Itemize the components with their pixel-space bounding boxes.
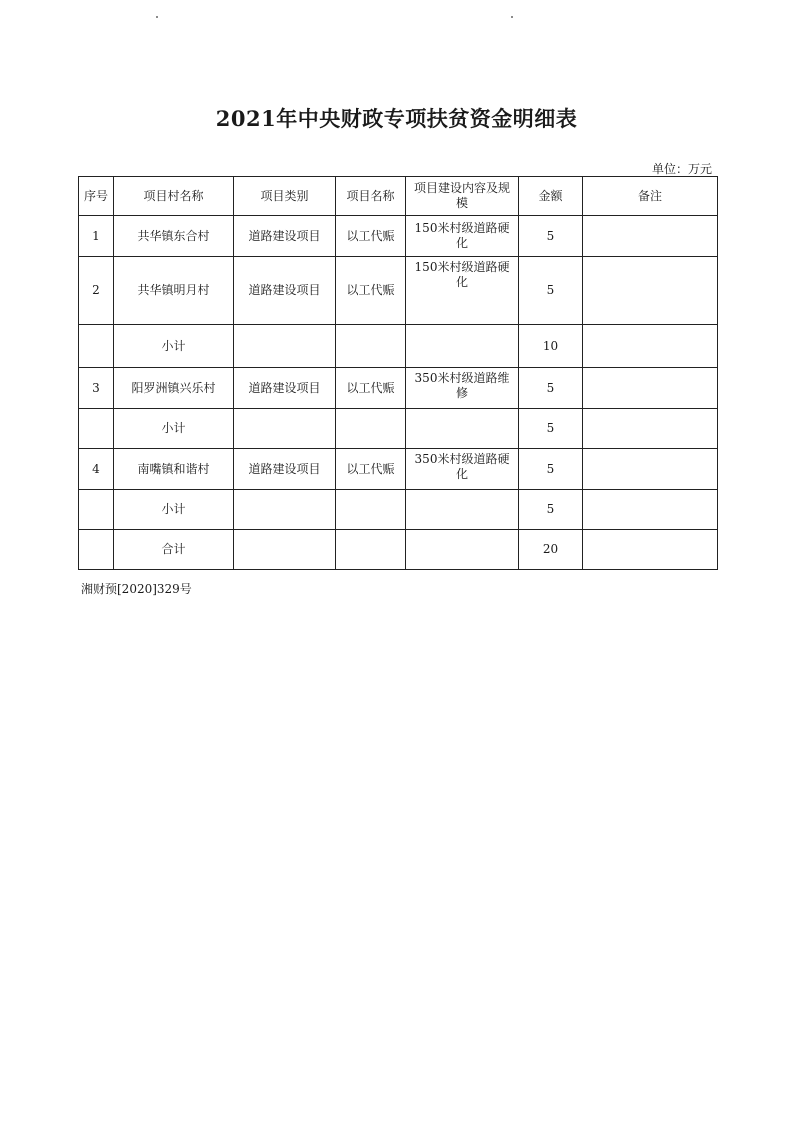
row-category: 道路建设项目 bbox=[234, 449, 336, 490]
row-no bbox=[79, 409, 114, 449]
row-village: 共华镇东合村 bbox=[114, 216, 234, 257]
table-header-row bbox=[79, 177, 718, 216]
row-note bbox=[583, 490, 718, 530]
row-content: 150米村级道路硬化 bbox=[406, 216, 519, 257]
row-no bbox=[79, 490, 114, 530]
document-reference: 湘财预[2020]329号 bbox=[81, 582, 192, 596]
row-project-name: 以工代赈 bbox=[336, 216, 406, 257]
header-cell: 备注 bbox=[583, 177, 718, 216]
row-project-name bbox=[336, 490, 406, 530]
row-no: 4 bbox=[79, 449, 114, 490]
page-title: 2021年中央财政专项扶贫资金明细表 bbox=[215, 106, 578, 131]
row-category: 道路建设项目 bbox=[234, 257, 336, 325]
header-cell: 项目类别 bbox=[234, 177, 336, 216]
row-amount: 5 bbox=[519, 368, 583, 409]
row-no: 3 bbox=[79, 368, 114, 409]
row-no: 1 bbox=[79, 216, 114, 257]
row-category bbox=[234, 409, 336, 449]
scan-speck bbox=[156, 16, 158, 18]
row-content: 350米村级道路硬化 bbox=[406, 449, 519, 490]
table-row bbox=[79, 530, 718, 570]
row-amount: 5 bbox=[519, 449, 583, 490]
row-note bbox=[583, 216, 718, 257]
row-note bbox=[583, 530, 718, 570]
row-amount: 5 bbox=[519, 490, 583, 530]
detail-table bbox=[78, 176, 718, 570]
row-content: 350米村级道路维修 bbox=[406, 368, 519, 409]
row-content: 150米村级道路硬化 bbox=[406, 257, 519, 325]
header-cell: 项目村名称 bbox=[114, 177, 234, 216]
header-cell: 金额 bbox=[519, 177, 583, 216]
row-note bbox=[583, 325, 718, 368]
table-row bbox=[79, 449, 718, 490]
header-cell: 项目名称 bbox=[336, 177, 406, 216]
table-row bbox=[79, 216, 718, 257]
row-no bbox=[79, 530, 114, 570]
row-content bbox=[406, 325, 519, 368]
row-no bbox=[79, 325, 114, 368]
row-project-name: 以工代赈 bbox=[336, 368, 406, 409]
table-row bbox=[79, 257, 718, 325]
row-no: 2 bbox=[79, 257, 114, 325]
row-amount: 10 bbox=[519, 325, 583, 368]
table-row bbox=[79, 409, 718, 449]
row-project-name bbox=[336, 409, 406, 449]
row-amount: 5 bbox=[519, 409, 583, 449]
row-note bbox=[583, 449, 718, 490]
row-project-name bbox=[336, 325, 406, 368]
row-note bbox=[583, 409, 718, 449]
row-amount: 20 bbox=[519, 530, 583, 570]
row-amount: 5 bbox=[519, 216, 583, 257]
row-village: 共华镇明月村 bbox=[114, 257, 234, 325]
row-project-name: 以工代赈 bbox=[336, 257, 406, 325]
row-note bbox=[583, 368, 718, 409]
row-content bbox=[406, 530, 519, 570]
row-project-name bbox=[336, 530, 406, 570]
row-category bbox=[234, 325, 336, 368]
row-village: 小计 bbox=[114, 490, 234, 530]
table-row bbox=[79, 490, 718, 530]
table-row bbox=[79, 325, 718, 368]
row-village: 阳罗洲镇兴乐村 bbox=[114, 368, 234, 409]
row-content bbox=[406, 409, 519, 449]
row-category bbox=[234, 530, 336, 570]
header-cell: 序号 bbox=[79, 177, 114, 216]
row-content bbox=[406, 490, 519, 530]
row-project-name: 以工代赈 bbox=[336, 449, 406, 490]
scan-speck bbox=[511, 16, 513, 18]
row-note bbox=[583, 257, 718, 325]
row-village: 小计 bbox=[114, 325, 234, 368]
row-village: 合计 bbox=[114, 530, 234, 570]
row-category: 道路建设项目 bbox=[234, 216, 336, 257]
table-row bbox=[79, 368, 718, 409]
unit-label: 单位：万元 bbox=[651, 162, 712, 176]
row-category bbox=[234, 490, 336, 530]
row-village: 南嘴镇和谐村 bbox=[114, 449, 234, 490]
row-amount: 5 bbox=[519, 257, 583, 325]
row-village: 小计 bbox=[114, 409, 234, 449]
row-category: 道路建设项目 bbox=[234, 368, 336, 409]
header-cell: 项目建设内容及规模 bbox=[406, 177, 519, 216]
